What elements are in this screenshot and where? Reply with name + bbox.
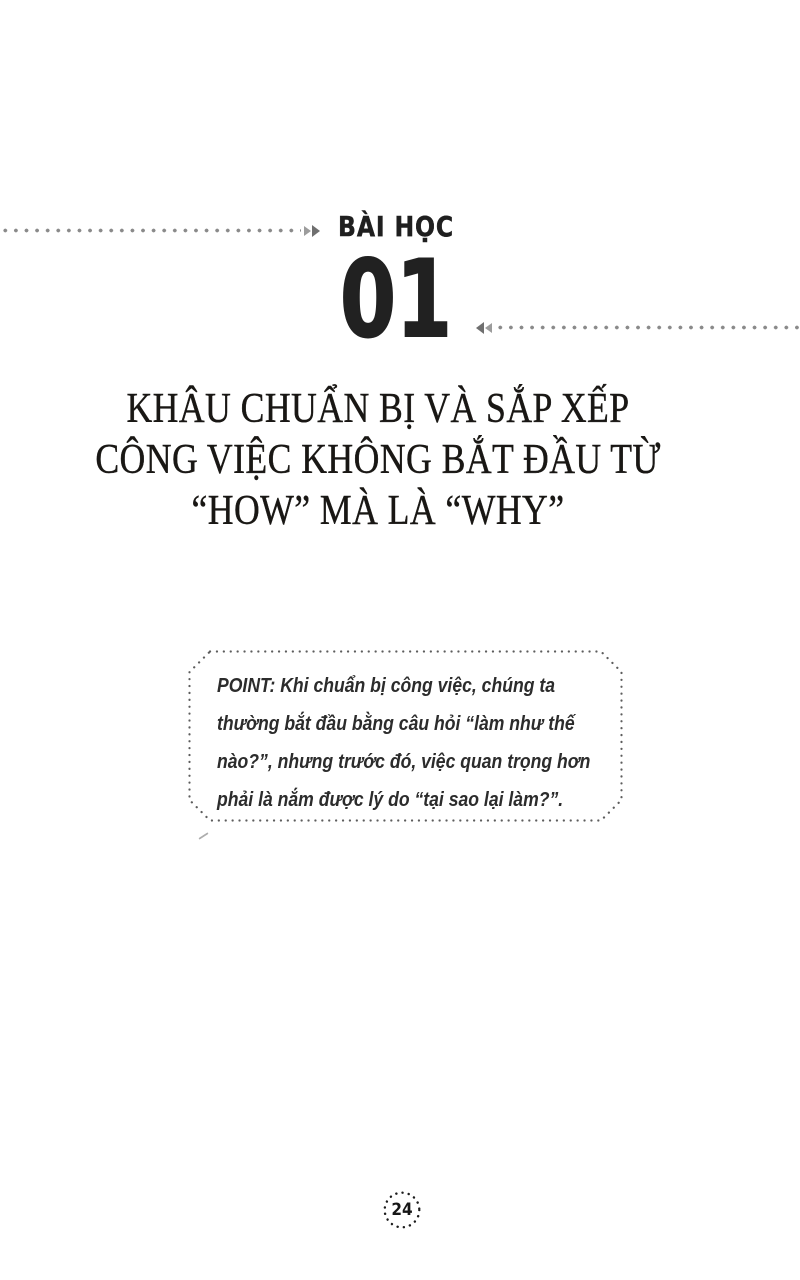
lesson-label: BÀI HỌC: [338, 210, 454, 243]
point-text-line: nào?”, nhưng trước đó, việc quan trọng hơn: [217, 751, 591, 773]
double-chevron-left-icon: [476, 322, 492, 334]
point-text: [217, 667, 591, 819]
page-number: 24: [391, 1200, 413, 1220]
chapter-title: [57, 384, 700, 537]
chapter-title-line: KHÂU CHUẨN BỊ VÀ SẮP XẾP: [126, 386, 630, 432]
page-number-badge: [383, 1191, 421, 1229]
chevron-left-icon: [476, 322, 484, 334]
lesson-number: 01: [339, 238, 453, 361]
point-text-line: phải là nắm được lý do “tại sao lại làm?”.: [217, 789, 564, 811]
chapter-title-line: “HOW” MÀ LÀ “WHY”: [191, 488, 565, 534]
dotted-line: [495, 321, 800, 334]
dotted-rule-right: [476, 321, 800, 334]
point-text-line: thường bắt đầu bằng câu hỏi “làm như thế: [217, 713, 575, 735]
point-text-line: POINT: Khi chuẩn bị công việc, chúng ta: [217, 675, 556, 697]
point-callout-box: [188, 650, 623, 822]
chevron-left-icon: [485, 323, 492, 333]
scan-artifact-mark: [198, 832, 208, 840]
chapter-title-line: CÔNG VIỆC KHÔNG BẮT ĐẦU TỪ: [95, 437, 661, 483]
